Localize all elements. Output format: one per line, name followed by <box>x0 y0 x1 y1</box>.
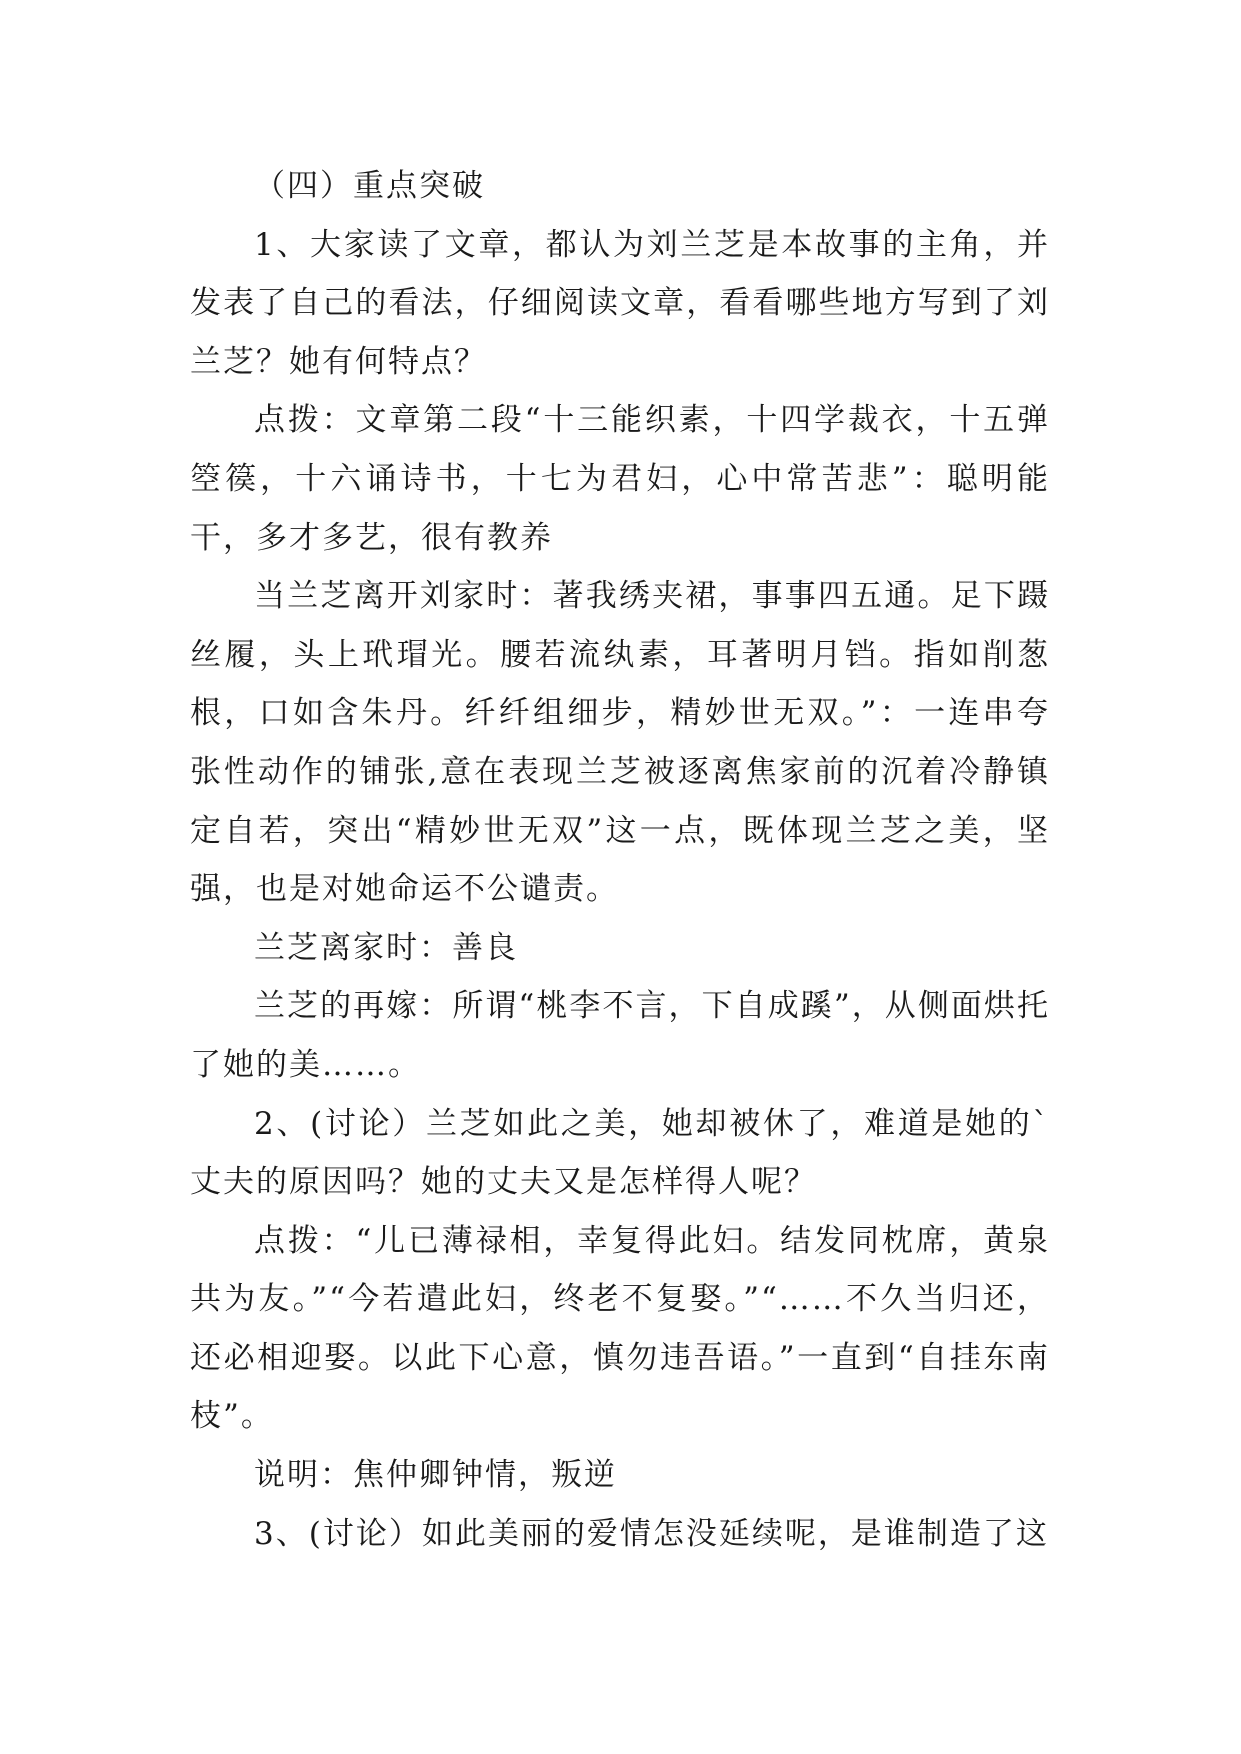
section-heading: （四）重点突破 <box>254 168 485 204</box>
question-1: 1、大家读了文章，都认为刘兰芝是本故事的主角，并发表了自己的看法，仔细阅读文章，看看哪些地方写到了刘兰芝？她有何特点？ <box>190 226 1050 380</box>
hint-paragraph: 点拨：“儿已薄禄相，幸复得此妇。结发同枕席，黄泉共为友。”“今若遣此妇，终老不复娶。”“……不久当归还，还必相迎娶。以此下心意，慎勿违吾语。”一直到“自挂东南枝”。 <box>190 1222 1050 1435</box>
hint-paragraph: 点拨：文章第二段“十三能织素，十四学裁衣，十五弹箜篌，十六诵诗书，十七为君妇，心中常苦悲”：聪明能干，多才多艺，很有教养 <box>190 402 1050 556</box>
question-2: 2、(讨论）兰芝如此之美，她却被休了，难道是她的`丈夫的原因吗？她的丈夫又是怎样得人呢？ <box>190 1105 1050 1201</box>
question-3: 3、(讨论）如此美丽的爱情怎没延续呢，是谁制造了这 <box>254 1515 1049 1552</box>
remarriage-paragraph: 兰芝的再嫁：所谓“桃李不言，下自成蹊”，从侧面烘托了她的美……。 <box>190 988 1050 1083</box>
body-text <box>190 157 1050 1563</box>
leaving-description-paragraph: 当兰芝离开刘家时：著我绣夹裙，事事四五通。足下蹑丝履，头上玳瑁光。腰若流纨素，耳著明月铛。指如削葱根，口如含朱丹。纤纤组细步，精妙世无双。”：一连串夸张性动作的铺张,意在表现兰芝被逐离焦家前的沉着冷静镇定自若，突出“精妙世无双”这一点，既体现兰芝之美，坚强，也是对她命运不公谴责。 <box>190 578 1050 908</box>
leaving-note-paragraph: 兰芝离家时：善良 <box>254 929 518 966</box>
explanation-paragraph: 说明：焦仲卿钟情，叛逆 <box>254 1457 617 1494</box>
